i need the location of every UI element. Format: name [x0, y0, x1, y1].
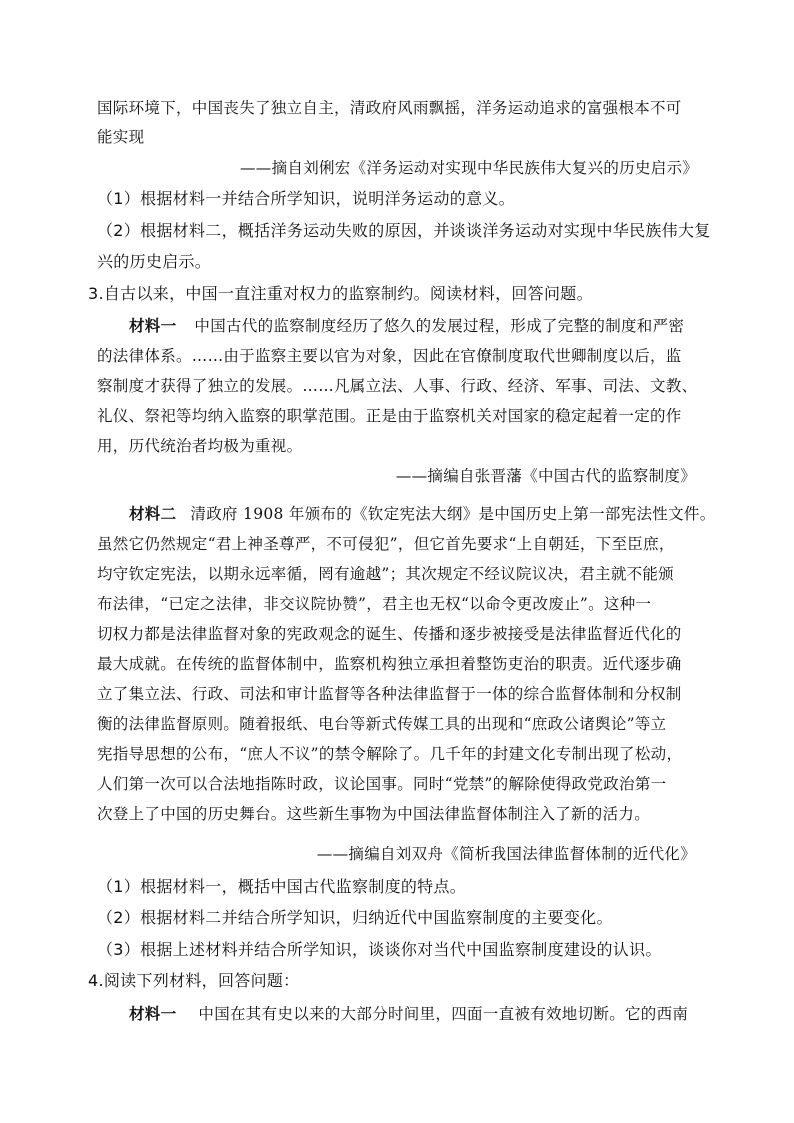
- body-text-line: 次登上了中国的历史舞台。这些新生事物为中国法律监督体制注入了新的活力。: [97, 805, 651, 823]
- body-text-line: 的法律体系。……由于监察主要以官为对象，因此在官僚制度取代世卿制度以后，监: [97, 347, 682, 365]
- question-stem: 3.自古以来，中国一直注重对权力的监察制约。阅读材料，回答问题。: [88, 284, 593, 303]
- sub-question: （2）根据材料二，概括洋务运动失败的原因，并谈谈洋务运动对实现中华民族伟大复: [97, 221, 711, 240]
- material-label: 材料一: [129, 1004, 177, 1023]
- material-paragraph: [129, 316, 684, 336]
- body-text-line: 用，历代统治者均极为重视。: [97, 437, 303, 455]
- body-text-line: 中国古代的监察制度经历了悠久的发展过程，形成了完整的制度和严密: [194, 317, 685, 335]
- body-text-line: 衡的法律监督原则。随着报纸、电台等新式传媒工具的出现和“庶政公诸舆论”等立: [97, 715, 667, 733]
- body-text-line: 均守钦定宪法，以期永远率循，罔有逾越”；其次规定不经议院议决，君主就不能颁: [97, 565, 675, 583]
- body-text-line: 立了集立法、行政、司法和审计监督等各种法律监督于一体的综合监督体制和分权制: [97, 685, 682, 703]
- source-citation: ——摘自刘俐宏《洋务运动对实现中华民族伟大复兴的历史启示》: [240, 159, 699, 177]
- body-text-line: 国际环境下，中国丧失了独立自主，清政府风雨飘摇，洋务运动追求的富强根本不可: [97, 99, 682, 117]
- material-paragraph: [129, 1004, 688, 1024]
- sub-question: （3）根据上述材料并结合所学知识，谈谈你对当代中国监察制度建设的认识。: [97, 940, 662, 959]
- body-text-line: 清政府 1908 年颁布的《钦定宪法大纲》是中国历史上第一部宪法性文件。: [190, 505, 716, 523]
- sub-question: 兴的历史启示。: [97, 252, 212, 271]
- body-text-line: 宪指导思想的公布，“庶人不议”的禁令解除了。几千年的封建文化专制出现了松动，: [97, 745, 683, 763]
- material-label: 材料二: [129, 504, 177, 523]
- sub-question: （2）根据材料二并结合所学知识，归纳近代中国监察制度的主要变化。: [97, 908, 613, 927]
- body-text-line: 人们第一次可以合法地指陈时政，议论国事。同时“党禁”的解除使得政党政治第一: [97, 775, 667, 793]
- body-text-line: 虽然它仍然规定“君上神圣尊严，不可侵犯”，但它首先要求“上自朝廷，下至臣庶，: [97, 535, 675, 553]
- source-citation: ——摘编自张晋藩《中国古代的监察制度》: [395, 467, 696, 485]
- sub-question: （1）根据材料一并结合所学知识，说明洋务运动的意义。: [97, 189, 515, 208]
- sub-question: （1）根据材料一，概括中国古代监察制度的特点。: [97, 877, 467, 896]
- source-citation: ——摘编自刘双舟《简析我国法律监督体制的近代化》: [316, 845, 696, 863]
- body-text-line: 切权力都是法律监督对象的宪政观念的诞生、传播和逐步被接受是法律监督近代化的: [97, 625, 682, 643]
- body-text-line: 礼仪、祭祀等均纳入监察的职掌范围。正是由于监察机关对国家的稳定起着一定的作: [97, 407, 682, 425]
- material-label: 材料一: [129, 316, 177, 335]
- body-text-line: 中国在其有史以来的大部分时间里，四面一直被有效地切断。它的西南: [198, 1005, 689, 1023]
- body-text-line: 察制度才获得了独立的发展。……凡属立法、人事、行政、经济、军事、司法、文教、: [97, 377, 698, 395]
- material-paragraph: [129, 504, 716, 524]
- body-text-line: 布法律，“已定之法律，非交议院协赞”，君主也无权“以命令更改废止”。这种一: [97, 595, 652, 613]
- question-stem: 4.阅读下列材料，回答问题：: [88, 971, 300, 990]
- body-text-line: 能实现: [97, 128, 145, 146]
- body-text-line: 最大成就。在传统的监督体制中，监察机构独立承担着整饬吏治的职责。近代逐步确: [97, 655, 682, 673]
